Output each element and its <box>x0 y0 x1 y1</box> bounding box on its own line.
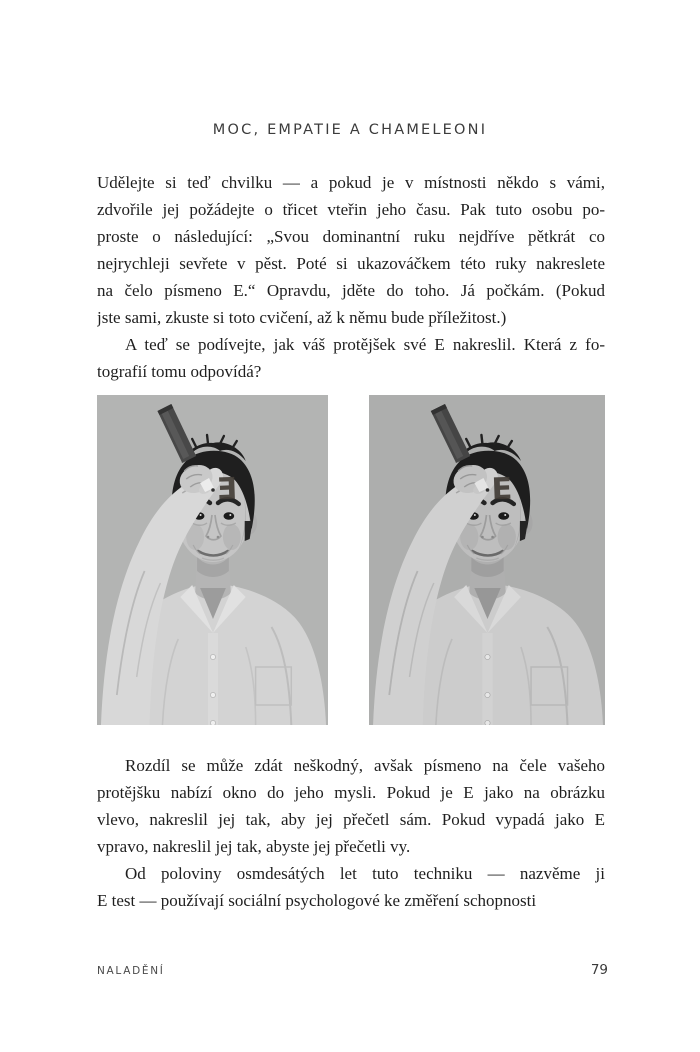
text-block-lower <box>97 752 605 914</box>
text-line: zdvořile jej požádejte o třicet vteřin jeho času. Pak tuto osobu po- <box>97 200 605 219</box>
text-line: tografií tomu odpovídá? <box>97 362 262 381</box>
portrait-photo-left <box>97 395 328 725</box>
forehead-letter-normal: E <box>490 471 513 508</box>
text-line: E test — používají sociální psychologové ke změření schopnosti <box>97 891 537 910</box>
forehead-letter-mirrored: E <box>216 471 238 508</box>
text-line: na čelo písmeno E.“ Opravdu, jděte do toho. Já počkám. (Pokud <box>97 281 605 300</box>
chapter-title: MOC, EMPATIE A CHAMELEONI <box>212 122 488 138</box>
text-line: jste sami, zkuste si toto cvičení, až k němu bude příležitost.) <box>97 308 507 327</box>
text-line: Udělejte si teď chvilku — a pokud je v místnosti někdo s vámi, <box>97 173 605 192</box>
text-line: nejrychleji sevřete v pěst. Poté si ukazováčkem této ruky nakreslete <box>97 254 605 273</box>
paragraph <box>97 860 605 914</box>
photo-e-viewer-oriented <box>369 395 605 725</box>
portrait-photo-right <box>369 395 605 725</box>
page-footer <box>97 962 608 978</box>
text-line: vlevo, nakreslil jej tak, aby jej přečetl sám. Pokud vypadá jako E <box>97 810 605 829</box>
text-line: Rozdíl se může zdát neškodný, avšak písmeno na čele vašeho <box>125 756 605 775</box>
text-line: vpravo, nakreslil jej tak, abyste jej přečetli vy. <box>97 837 411 856</box>
page-number: 79 <box>590 962 608 978</box>
text-line: protějšku nabízí okno do jeho mysli. Pokud je E jako na obrázku <box>97 783 605 802</box>
photo-row <box>97 395 605 725</box>
photo-e-self-oriented <box>97 395 328 725</box>
paragraph <box>97 752 605 860</box>
paragraph <box>97 331 605 385</box>
text-line: proste o následující: „Svou dominantní ruku nejdříve pětkrát co <box>97 227 605 246</box>
running-head: NALADĚNÍ <box>97 965 165 977</box>
paragraph <box>97 169 605 331</box>
text-line: Od poloviny osmdesátých let tuto techniku — nazvěme ji <box>125 864 605 883</box>
text-line: A teď se podívejte, jak váš protějšek své E nakreslil. Která z fo- <box>125 335 605 354</box>
text-block-upper <box>97 169 605 385</box>
